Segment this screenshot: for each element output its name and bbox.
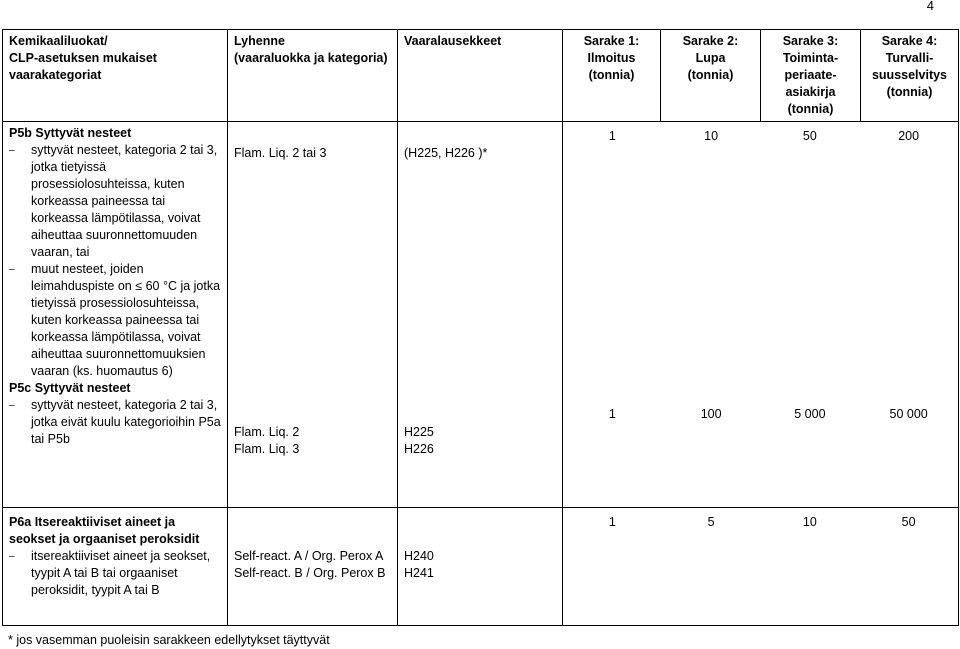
- category-cell-p6a: [3, 508, 228, 626]
- category-title-p6a: P6a Itsereaktiiviset aineet ja seokset ja orgaaniset peroksidit: [9, 515, 200, 546]
- category-cell-p5: [3, 122, 228, 508]
- page-number: 4: [926, 0, 934, 13]
- header-column-2: Sarake 2: Lupa (tonnia): [661, 30, 761, 122]
- header-column-4: Sarake 4: Turvalli- suusselvitys (tonnia): [861, 30, 959, 122]
- hazard-cell-p6a: H240 H241: [398, 508, 563, 626]
- threshold-values-p5b: 1 10 50 200: [608, 129, 920, 143]
- header-category: Kemikaaliluokat/ CLP-asetuksen mukaiset vaarakategoriat: [3, 30, 228, 122]
- header-hazard-statements: Vaaralausekkeet: [398, 30, 563, 122]
- category-title-p5b: P5b Syttyvät nesteet: [9, 126, 132, 140]
- dash-bullet: –: [9, 145, 15, 156]
- table-header-row: [3, 30, 959, 122]
- threshold-cells-p6a: [563, 508, 959, 626]
- header-abbreviation: Lyhenne (vaaraluokka ja kategoria): [228, 30, 398, 122]
- list-item: – syttyvät nesteet, kategoria 2 tai 3, jotka tietyissä prosessiolosuhteissa, kuten korkeassa paineessa tai korkeassa lämpötilassa, voivat aiheuttaa suuronnettomuuden vaaran, tai: [9, 143, 218, 259]
- list-item: – syttyvät nesteet, kategoria 2 tai 3, jotka eivät kuulu kategorioihin P5a tai P5b: [9, 398, 221, 446]
- dash-bullet: –: [9, 400, 15, 411]
- footnote: * jos vasemman puoleisin sarakkeen edellytykset täyttyvät: [8, 633, 330, 647]
- dash-bullet: –: [9, 551, 15, 562]
- dash-bullet: –: [9, 264, 15, 275]
- list-item: – itsereaktiiviset aineet ja seokset, tyypit A tai B tai orgaaniset peroksidit, tyypit A tai B: [9, 549, 211, 597]
- abbrev-cell-p6a: Self-react. A / Org. Perox A Self-react. B / Org. Perox B: [228, 508, 398, 626]
- list-item: – muut nesteet, joiden leimahduspiste on ≤ 60 °C ja jotka tietyissä prosessiolosuhteissa, kuten korkeassa paineessa tai korkeassa lämpötilassa, voivat aiheuttaa suuronnettomuuksien vaaran (ks. huomautus 6): [9, 262, 221, 378]
- table-row-p6a: [3, 508, 959, 626]
- hazard-category-table: [2, 29, 959, 626]
- table-row-p5b-p5c: [3, 122, 959, 508]
- header-column-1: Sarake 1: Ilmoitus (tonnia): [563, 30, 661, 122]
- abbrev-cell-p5: Flam. Liq. 2 tai 3 Flam. Liq. 2 Flam. Liq. 3: [228, 122, 398, 508]
- category-title-p5c: P5c Syttyvät nesteet: [9, 381, 131, 395]
- hazard-cell-p5: (H225, H226 )* H225 H226: [398, 122, 563, 508]
- header-column-3: Sarake 3: Toiminta- periaate- asiakirja (tonnia): [761, 30, 861, 122]
- threshold-values-p6a: 1 5 10 50: [608, 515, 916, 529]
- threshold-values-p5c: 1 100 5 000 50 000: [608, 407, 928, 421]
- threshold-cells-p5: [563, 122, 959, 508]
